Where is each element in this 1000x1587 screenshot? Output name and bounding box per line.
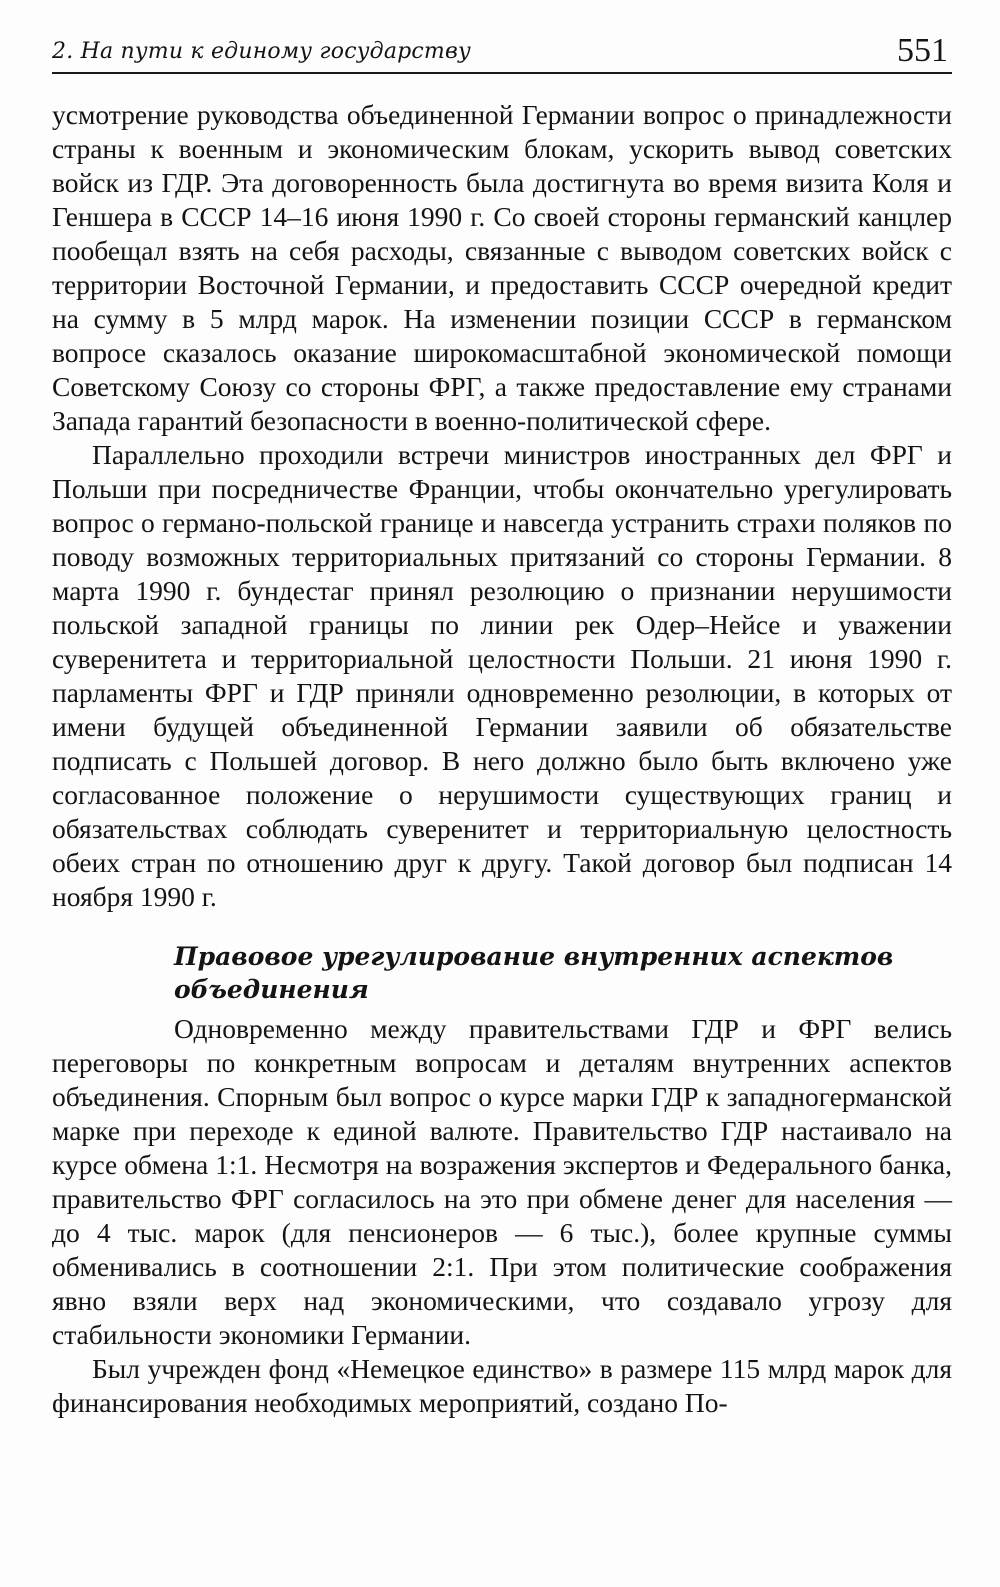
section-subheading: Правовое урегулирование внутренних аспектов объединения <box>174 942 894 1004</box>
body-text <box>52 98 952 1420</box>
paragraph: Параллельно проходили встречи министров иностранных дел ФРГ и Польши при посредничестве Франции, чтобы окончательно урегулировать вопрос о германо-польской границе и навсегда устранить страхи поляков по поводу возможных территориальных притязаний со стороны Германии. 8 марта 1990 г. бундестаг принял резолюцию о признании нерушимости польской западной границы по линии рек Одер–Нейсе и уважении суверенитета и территориальной целостности Польши. 21 июня 1990 г. парламенты ФРГ и ГДР приняли одновременно резолюции, в которых от имени будущей объединенной Германии заявили об обязательстве подписать с Польшей договор. В него должно было быть включено уже согласованное положение о нерушимости существующих границ и обязательствах соблюдать суверенитет и территориальную целостность обеих стран по отношению друг к другу. Такой договор был подписан 14 ноября 1990 г. <box>52 439 952 912</box>
paragraph: Был учрежден фонд «Немецкое единство» в размере 115 млрд марок для финансирования необходимых мероприятий, создано По- <box>52 1353 952 1418</box>
running-head-section-title: 2. На пути к единому государству <box>52 39 471 64</box>
paragraph: Одновременно между правительствами ГДР и ФРГ велись переговоры по конкретным вопросам и деталям внутренних аспектов объединения. Спорным был вопрос о курсе марки ГДР к западногерманской марке при переходе к единой валюте. Правительство ГДР настаивало на курсе обмена 1:1. Несмотря на возражения экспертов и Федерального банка, правительство ФРГ согласилось на это при обмене денег для населения — до 4 тыс. марок (для пенсионеров — 6 тыс.), более крупные суммы обменивались в соотношении 2:1. При этом политические соображения явно взяли верх над экономическими, что создавало угрозу для стабильности экономики Германии. <box>52 1013 952 1350</box>
page-number: 551 <box>897 32 948 69</box>
running-header <box>52 26 952 74</box>
paragraph-continued: усмотрение руководства объединенной Германии вопрос о принадлежности страны к военным и экономическим блокам, ускорить вывод советских войск из ГДР. Эта договоренность была достигнута во время визита Коля и Геншера в СССР 14–16 июня 1990 г. Со своей стороны германский канцлер пообещал взять на себя расходы, связанные с выводом советских войск с территории Восточной Германии, и предоставить СССР очередной кредит на сумму в 5 млрд марок. На изменении позиции СССР в германском вопросе сказалось оказание широкомасштабной экономической помощи Советскому Союзу со стороны ФРГ, а также предоставление ему странами Запада гарантий безопасности в военно-политической сфере. <box>52 99 952 436</box>
